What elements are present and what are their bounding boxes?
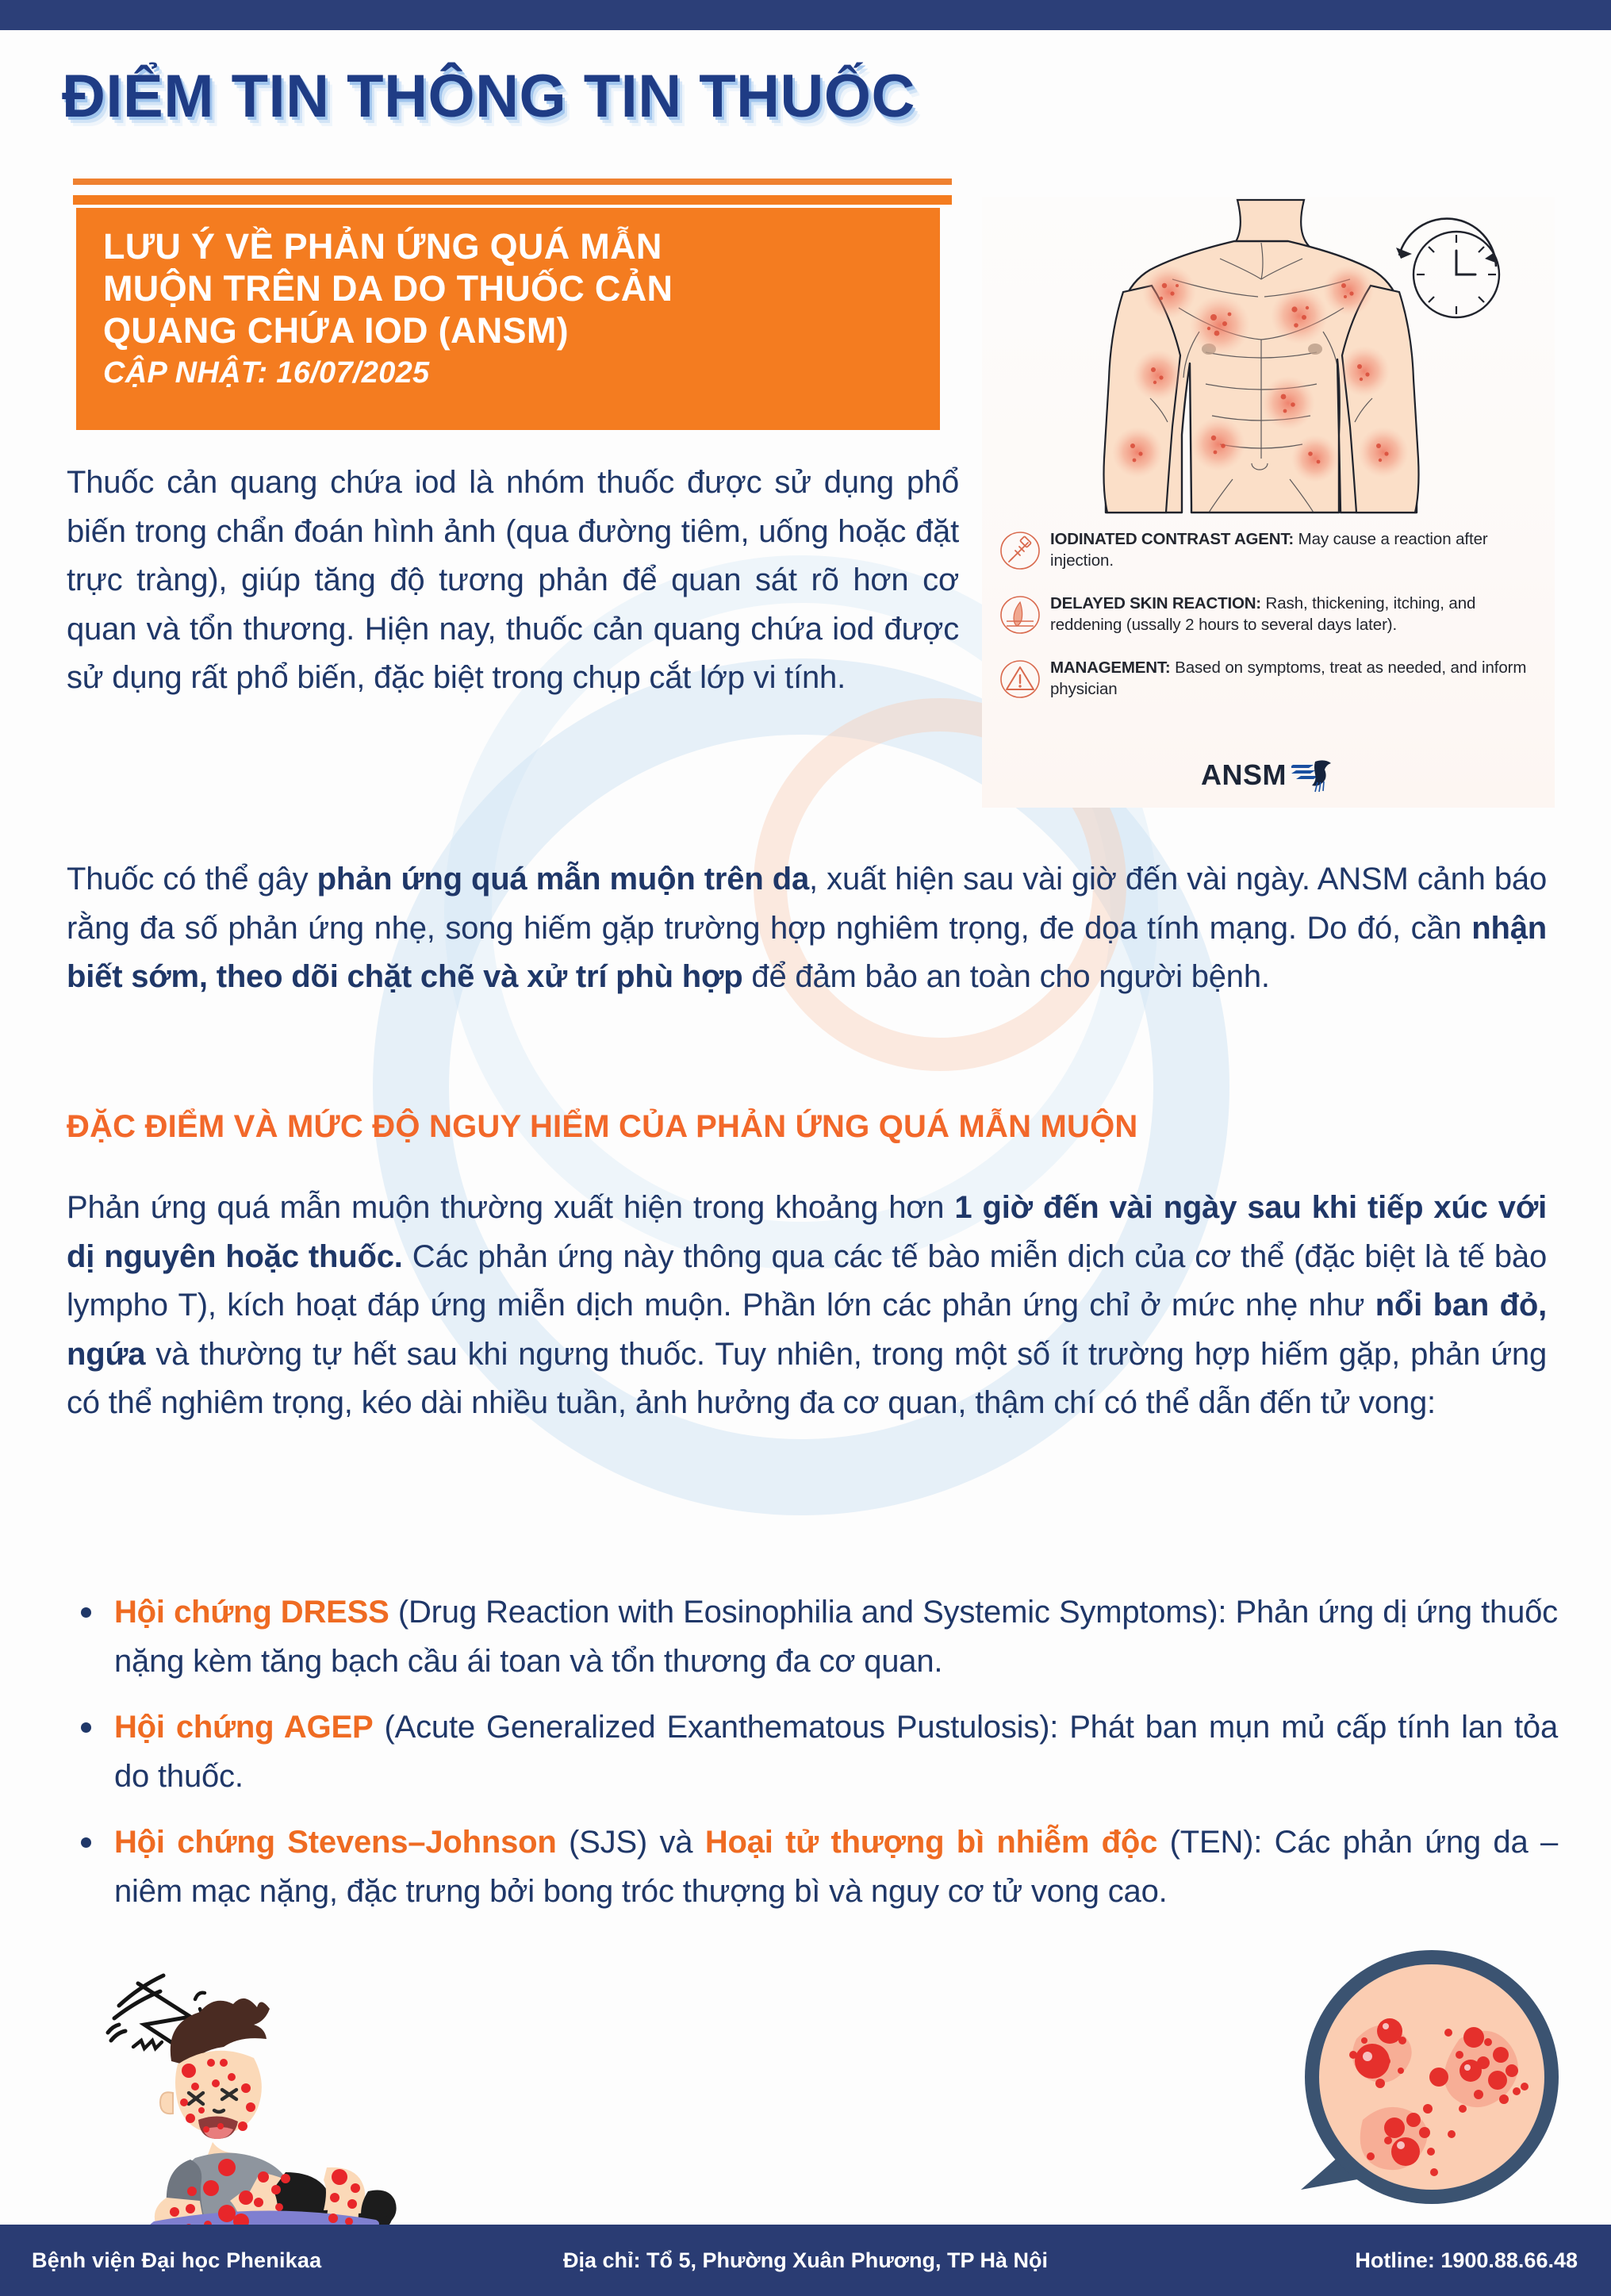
paragraph-1-container: [67, 459, 959, 703]
info-row-body: May cause a reaction after injection.: [1050, 530, 1488, 570]
orange-rule-top: [73, 179, 952, 185]
paragraph-3-container: [67, 1184, 1547, 1428]
footer-hotline: Hotline: 1900.88.66.48: [1355, 2248, 1578, 2272]
ansm-bird-icon: [1291, 757, 1336, 793]
paragraph-1: Thuốc cản quang chứa iod là nhóm thuốc được sử dụng phổ biến trong chẩn đoán hình ảnh (qua đường tiêm, uống hoặc đặt trực tràng), giúp tăng độ tương phản để quan sát rõ hơn cơ quan và tổn thương. Hiện nay, thuốc cản quang chứa iod được sử dụng rất phổ biến, đặc biệt trong chụp cắt lớp vi tính.: [67, 465, 959, 696]
ansm-logo-text: ANSM: [1201, 758, 1287, 791]
headline-box: [76, 208, 940, 430]
info-row-management: [999, 657, 1547, 701]
headline-line-3: QUANG CHỨA IOD (ANSM): [103, 310, 569, 351]
page-title: ĐIỂM TIN THÔNG TIN THUỐC: [62, 63, 915, 130]
info-row-text: [1050, 657, 1547, 701]
headline-update-date: CẬP NHẬT: 16/07/2025: [103, 356, 430, 390]
info-row-body: Based on symptoms, treat as needed, and inform physician: [1050, 658, 1527, 699]
rash-closeup-bubble: [1269, 1944, 1571, 2237]
section-heading: ĐẶC ĐIỂM VÀ MỨC ĐỘ NGUY HIỂM CỦA PHẢN ỨNG QUÁ MẪN MUỘN: [67, 1109, 1138, 1144]
info-row-delayed-skin-reaction: [999, 593, 1547, 636]
headline-line-2: MUỘN TRÊN DA DO THUỐC CẢN: [103, 268, 673, 309]
ansm-logo: [982, 757, 1555, 793]
clock-icon: [1396, 219, 1499, 317]
rash-boy-illustration: [95, 1960, 428, 2237]
info-row-iodinated-contrast: [999, 528, 1547, 572]
list-item: Hội chứng AGEP (Acute Generalized Exanthematous Pustulosis): Phát ban mụn mủ cấp tính lan tỏa do thuốc.: [67, 1703, 1558, 1801]
info-row-text: [1050, 593, 1547, 636]
info-row-title: DELAYED SKIN REACTION:: [1050, 593, 1261, 612]
list-item: Hội chứng DRESS (Drug Reaction with Eosinophilia and Systemic Symptoms): Phản ứng dị ứng thuốc nặng kèm tăng bạch cầu ái toan và tổn thương đa cơ quan.: [67, 1588, 1558, 1686]
info-row-text: [1050, 528, 1547, 572]
info-row-title: MANAGEMENT:: [1050, 658, 1171, 677]
orange-rule-bottom: [73, 195, 952, 205]
top-navy-bar: [0, 0, 1611, 30]
info-row-body: Rash, thickening, itching, and reddening (ussally 2 hours to several days later).: [1050, 593, 1476, 635]
syndrome-list: [67, 1588, 1558, 1934]
paragraph-2-container: [67, 855, 1547, 1002]
paragraph-2: Thuốc có thể gây phản ứng quá mẫn muộn trên da, xuất hiện sau vài giờ đến vài ngày. ANSM cảnh báo rằng đa số phản ứng nhẹ, song hiếm gặp trường hợp nghiêm trọng, đe dọa tính mạng. Do đó, cần nhận biết sớm, theo dõi chặt chẽ và xử trí phù hợp để đảm bảo an toàn cho người bệnh.: [67, 862, 1548, 995]
list-item: Hội chứng Stevens–Johnson (SJS) và Hoại tử thượng bì nhiễm độc (TEN): Các phản ứng da – niêm mạc nặng, đặc trưng bởi bong tróc thượng bì và nguy cơ tử vong cao.: [67, 1818, 1558, 1916]
headline-line-1: LƯU Ý VỀ PHẢN ỨNG QUÁ MẪN: [103, 226, 662, 267]
skin-layers-icon: [999, 594, 1041, 635]
torso-illustration: [982, 197, 1555, 530]
info-row-title: IODINATED CONTRAST AGENT:: [1050, 530, 1295, 548]
paragraph-3: Phản ứng quá mẫn muộn thường xuất hiện trong khoảng hơn 1 giờ đến vài ngày sau khi tiếp xúc với dị nguyên hoặc thuốc. Các phản ứng này thông qua các tế bào miễn dịch của cơ thể (đặc biệt là tế bào lympho T), kích hoạt đáp ứng miễn dịch muộn. Phần lớn các phản ứng chỉ ở mức nhẹ như nổi ban đỏ, ngứa và thường tự hết sau khi ngưng thuốc. Tuy nhiên, trong một số ít trường hợp hiếm gặp, phản ứng có thể nghiêm trọng, kéo dài nhiều tuần, ảnh hưởng đa cơ quan, thậm chí có thể dẫn đến tử vong:: [67, 1190, 1547, 1421]
footer-bar: [0, 2225, 1611, 2296]
infographic-card: [982, 197, 1555, 808]
infographic-rows: [999, 528, 1547, 721]
warning-triangle-icon: [999, 658, 1041, 700]
syringe-icon: [999, 530, 1041, 571]
footer-hospital-name: Bệnh viện Đại học Phenikaa: [32, 2248, 322, 2272]
footer-address: Địa chỉ: Tổ 5, Phường Xuân Phương, TP Hà Nội: [562, 2248, 1049, 2272]
